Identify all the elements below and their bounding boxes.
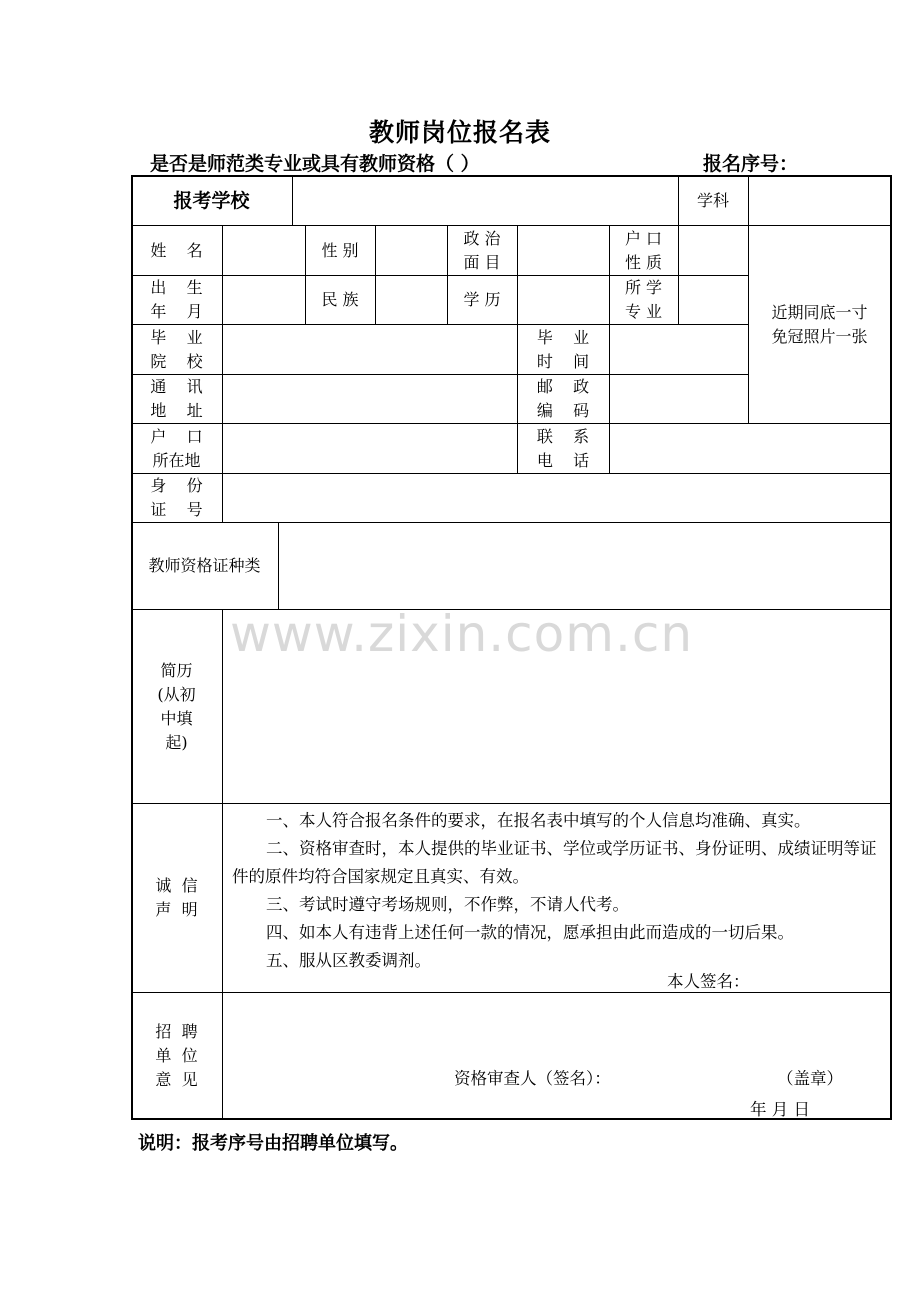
signature-label: 本人签名： xyxy=(667,972,750,991)
teacher-certificate-input[interactable] xyxy=(279,523,890,609)
birth-date-input[interactable] xyxy=(223,276,305,324)
id-number-label: 身 份 证 号 xyxy=(150,476,203,519)
seal-label: （盖章） xyxy=(777,1069,843,1088)
education-input[interactable] xyxy=(518,276,609,324)
name-input[interactable] xyxy=(223,226,305,275)
postcode-label: 邮 政 编 码 xyxy=(536,377,590,420)
ethnicity-input[interactable] xyxy=(376,276,447,324)
subject-label: 学科 xyxy=(696,191,729,210)
integrity-statement-label: 诚 信 声 明 xyxy=(155,876,198,919)
statement-item: 二、资格审查时，本人提供的毕业证书、学位或学历证书、身份证明、成绩证明等证件的原件均符合国家规定且真实、有效。 xyxy=(232,839,877,886)
statement-item: 五、服从区教委调剂。 xyxy=(266,951,431,970)
graduation-time-input[interactable] xyxy=(610,325,748,374)
hukou-type-input[interactable] xyxy=(679,226,748,275)
resume-label: 简历 (从初 中填 起) xyxy=(157,660,196,752)
graduate-school-input[interactable] xyxy=(223,325,517,374)
graduation-time-label: 毕 业 时 间 xyxy=(536,327,590,371)
footer-note: 说明：报考序号由招聘单位填写。 xyxy=(138,1133,408,1154)
political-status-label: 政 治 面 目 xyxy=(463,228,501,272)
major-label: 所 学 专 业 xyxy=(624,278,663,321)
teacher-certificate-label: 教师资格证种类 xyxy=(148,556,261,575)
phone-label: 联 系 电 话 xyxy=(536,426,590,470)
gender-label: 性 别 xyxy=(321,240,359,260)
name-label: 姓 名 xyxy=(150,240,203,260)
address-input[interactable] xyxy=(223,375,517,423)
resume-input[interactable] xyxy=(223,610,890,803)
major-input[interactable] xyxy=(679,276,748,324)
date-label: 年 月 日 xyxy=(750,1100,810,1119)
address-label: 通 讯 地 址 xyxy=(150,377,203,420)
ethnicity-label: 民 族 xyxy=(321,290,359,309)
postcode-input[interactable] xyxy=(610,375,748,423)
graduate-school-label: 毕 业 院 校 xyxy=(150,327,203,371)
statement-item: 一、本人符合报名条件的要求，在报名表中填写的个人信息均准确、真实。 xyxy=(266,811,811,830)
photo-placeholder: 近期同底一寸 免冠照片一张 xyxy=(771,302,868,346)
subject-input[interactable] xyxy=(749,177,890,225)
reviewer-signature-label: 资格审查人（签名）： xyxy=(454,1069,611,1088)
gender-input[interactable] xyxy=(376,226,447,275)
education-label: 学 历 xyxy=(463,290,501,309)
political-status-input[interactable] xyxy=(518,226,609,275)
school-input[interactable] xyxy=(293,177,678,225)
school-label: 报考学校 xyxy=(173,190,250,212)
statement-item: 四、如本人有违背上述任何一款的情况，愿承担由此而造成的一切后果。 xyxy=(266,923,794,942)
integrity-statement-text xyxy=(232,807,888,975)
phone-input[interactable] xyxy=(610,424,890,473)
serial-number-label: 报名序号： xyxy=(703,153,799,175)
watermark: www.zixin.com.cn xyxy=(230,605,694,663)
row-divider xyxy=(131,992,892,993)
hukou-location-label: 户 口 所在地 xyxy=(150,426,203,470)
hukou-location-input[interactable] xyxy=(223,424,517,473)
qualification-question: 是否是师范类专业或具有教师资格（ ） xyxy=(150,153,480,175)
hukou-type-label: 户 口 性 质 xyxy=(624,228,663,272)
id-number-input[interactable] xyxy=(223,474,890,522)
form-title: 教师岗位报名表 xyxy=(368,118,551,147)
employer-opinion-label: 招 聘 单 位 意 见 xyxy=(155,1021,198,1089)
row-divider xyxy=(131,803,892,804)
statement-item: 三、考试时遵守考场规则，不作弊，不请人代考。 xyxy=(266,895,629,914)
birth-date-label: 出 生 年 月 xyxy=(150,278,203,321)
